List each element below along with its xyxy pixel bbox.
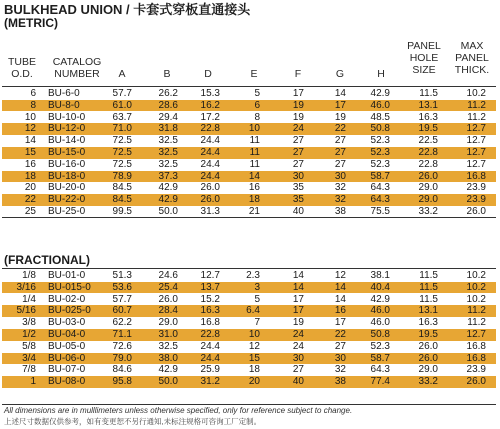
cell-g: 14	[334, 88, 346, 99]
cell-b: 32.5	[158, 135, 178, 147]
cell-e: 11	[249, 158, 260, 170]
cell-b: 42.9	[158, 364, 178, 376]
cell-tube-od: 3/4	[22, 352, 36, 364]
cell-catalog-number: BU-07-0	[48, 364, 86, 376]
cell-b: 26.2	[158, 88, 178, 99]
cell-tube-od: 8	[30, 99, 36, 111]
cell-g: 32	[334, 182, 346, 194]
header-e: E	[250, 68, 258, 80]
cell-d: 26.0	[200, 194, 220, 206]
cell-a: 84.6	[112, 364, 132, 376]
cell-e: 18	[248, 364, 260, 376]
cell-e: 2.3	[246, 270, 260, 281]
cell-h: 40.4	[370, 281, 390, 293]
cell-tube-od: 1/8	[22, 270, 36, 281]
cell-a: 57.7	[112, 293, 132, 305]
cell-max-panel-thick: 11.2	[467, 111, 486, 123]
cell-d: 26.0	[200, 182, 220, 194]
cell-panel-hole-size: 29.0	[418, 194, 438, 206]
table-row	[2, 329, 496, 341]
cell-e: 14	[248, 170, 260, 182]
table-row	[2, 88, 496, 100]
table-row	[2, 294, 496, 306]
table-row	[2, 376, 496, 388]
table-row	[2, 341, 496, 353]
cell-g: 27	[334, 158, 346, 170]
cell-d: 31.3	[200, 206, 220, 217]
cell-f: 30	[292, 170, 304, 182]
cell-b: 28.4	[158, 305, 178, 317]
cell-panel-hole-size: 33.2	[418, 206, 438, 217]
cell-catalog-number: BU-14-0	[48, 135, 86, 147]
cell-d: 12.7	[200, 270, 220, 281]
cell-b: 31.0	[158, 329, 178, 340]
cell-a: 72.5	[112, 158, 132, 170]
header-max-line1: MAX	[460, 40, 484, 52]
cell-a: 72.5	[112, 135, 132, 147]
title-english: BULKHEAD UNION /	[4, 2, 130, 17]
cell-panel-hole-size: 16.3	[418, 111, 438, 123]
cell-panel-hole-size: 22.5	[418, 135, 438, 147]
cell-tube-od: 1/4	[22, 293, 36, 305]
cell-d: 24.4	[200, 352, 220, 364]
metric-section-label: (METRIC)	[4, 16, 58, 30]
header-h: H	[377, 68, 385, 80]
cell-d: 31.2	[200, 376, 220, 388]
cell-catalog-number: BU-8-0	[48, 99, 80, 111]
cell-d: 13.7	[200, 281, 220, 293]
header-panel-line1: PANEL	[407, 40, 441, 52]
cell-h: 52.3	[370, 340, 390, 352]
cell-a: 60.7	[112, 305, 132, 317]
cell-b: 42.9	[158, 194, 178, 206]
cell-h: 77.4	[370, 376, 390, 388]
cell-tube-od: 3/8	[22, 317, 36, 329]
cell-tube-od: 22	[24, 194, 36, 206]
table-row	[2, 353, 496, 365]
cell-h: 48.5	[370, 111, 390, 123]
fractional-top-rule	[2, 268, 496, 269]
cell-max-panel-thick: 26.0	[466, 376, 486, 388]
cell-panel-hole-size: 33.2	[418, 376, 438, 388]
metric-bottom-rule	[2, 217, 496, 218]
cell-max-panel-thick: 11.2	[467, 99, 486, 111]
cell-g: 12	[334, 270, 346, 281]
title-chinese: 卡套式穿板直通接头	[133, 2, 251, 17]
cell-catalog-number: BU-6-0	[48, 88, 80, 99]
cell-panel-hole-size: 29.0	[418, 182, 438, 194]
cell-h: 75.5	[370, 206, 390, 217]
header-f: F	[294, 68, 302, 80]
cell-h: 50.8	[370, 123, 390, 135]
cell-e: 7	[254, 317, 260, 329]
cell-catalog-number: BU-04-0	[48, 329, 86, 340]
cell-g: 27	[334, 135, 346, 147]
cell-h: 42.9	[370, 293, 390, 305]
cell-panel-hole-size: 11.5	[419, 88, 438, 99]
cell-f: 14	[292, 281, 304, 293]
cell-a: 78.9	[112, 170, 132, 182]
cell-e: 5	[254, 88, 260, 99]
cell-a: 95.8	[112, 376, 132, 388]
cell-h: 42.9	[370, 88, 390, 99]
cell-b: 32.5	[158, 147, 178, 158]
cell-catalog-number: BU-20-0	[48, 182, 86, 194]
cell-f: 27	[292, 364, 304, 376]
cell-max-panel-thick: 12.7	[466, 147, 486, 158]
cell-tube-od: 15	[24, 147, 36, 158]
header-panel-line3: SIZE	[412, 64, 436, 76]
cell-max-panel-thick: 12.7	[466, 158, 486, 170]
cell-f: 19	[292, 111, 304, 123]
cell-f: 19	[292, 317, 304, 329]
cell-max-panel-thick: 12.7	[466, 123, 486, 135]
cell-b: 28.6	[158, 99, 178, 111]
cell-max-panel-thick: 16.8	[466, 170, 486, 182]
cell-e: 8	[254, 111, 260, 123]
cell-tube-od: 25	[24, 206, 36, 217]
cell-g: 22	[334, 329, 346, 340]
cell-g: 17	[334, 317, 346, 329]
header-tube-od	[4, 56, 40, 80]
cell-f: 35	[292, 182, 304, 194]
cell-a: 99.5	[112, 206, 132, 217]
cell-h: 64.3	[370, 182, 390, 194]
cell-g: 14	[334, 293, 346, 305]
cell-a: 71.1	[112, 329, 132, 340]
cell-catalog-number: BU-18-0	[48, 170, 86, 182]
cell-max-panel-thick: 10.2	[466, 88, 486, 99]
cell-b: 29.4	[158, 111, 178, 123]
cell-g: 27	[334, 340, 346, 352]
cell-g: 19	[334, 111, 346, 123]
cell-b: 25.4	[158, 281, 178, 293]
cell-f: 27	[292, 135, 304, 147]
cell-d: 24.4	[200, 340, 220, 352]
cell-tube-od: 14	[24, 135, 36, 147]
cell-h: 64.3	[370, 194, 390, 206]
cell-max-panel-thick: 12.7	[466, 135, 486, 147]
cell-max-panel-thick: 10.2	[466, 293, 486, 305]
cell-catalog-number: BU-10-0	[48, 111, 86, 123]
cell-f: 40	[292, 376, 304, 388]
cell-catalog-number: BU-22-0	[48, 194, 86, 206]
table-row	[2, 135, 496, 147]
cell-e: 15	[248, 352, 260, 364]
cell-b: 50.0	[158, 376, 178, 388]
cell-catalog-number: BU-15-0	[48, 147, 86, 158]
table-row	[2, 305, 496, 317]
fractional-bottom-rule	[2, 404, 496, 405]
cell-g: 16	[334, 305, 346, 317]
header-max-line3: THICK.	[454, 64, 490, 76]
cell-b: 29.0	[158, 317, 178, 329]
cell-panel-hole-size: 22.8	[418, 158, 438, 170]
cell-h: 58.7	[370, 170, 390, 182]
cell-e: 10	[248, 329, 260, 340]
header-panel-hole-size	[403, 40, 445, 76]
cell-h: 52.3	[370, 147, 390, 158]
cell-f: 24	[292, 329, 304, 340]
cell-max-panel-thick: 16.8	[466, 352, 486, 364]
cell-a: 84.5	[112, 194, 132, 206]
cell-panel-hole-size: 26.0	[418, 170, 438, 182]
cell-f: 19	[292, 99, 304, 111]
cell-g: 14	[334, 281, 346, 293]
fractional-section-label: (FRACTIONAL)	[4, 253, 90, 267]
table-row	[2, 159, 496, 171]
cell-max-panel-thick: 10.2	[466, 281, 486, 293]
cell-h: 64.3	[370, 364, 390, 376]
cell-h: 46.0	[370, 305, 390, 317]
page-title	[4, 2, 250, 17]
cell-h: 46.0	[370, 99, 390, 111]
footnote-chinese: 上述尺寸数据仅供参考，如有变更恕不另行通知,未标注规格可咨询工厂定制。	[4, 417, 262, 426]
cell-panel-hole-size: 13.1	[418, 305, 438, 317]
cell-g: 27	[334, 147, 346, 158]
cell-a: 72.6	[112, 340, 132, 352]
cell-g: 17	[334, 99, 346, 111]
cell-catalog-number: BU-05-0	[48, 340, 86, 352]
cell-panel-hole-size: 29.0	[418, 364, 438, 376]
table-row	[2, 182, 496, 194]
table-row	[2, 206, 496, 218]
cell-tube-od: 7/8	[22, 364, 36, 376]
cell-tube-od: 3/16	[16, 281, 36, 293]
cell-catalog-number: BU-25-0	[48, 206, 86, 217]
cell-h: 50.8	[370, 329, 390, 340]
header-b: B	[163, 68, 171, 80]
cell-e: 5	[254, 293, 260, 305]
cell-d: 16.2	[200, 99, 220, 111]
cell-e: 6	[254, 99, 260, 111]
cell-d: 24.4	[200, 158, 220, 170]
cell-tube-od: 5/8	[22, 340, 36, 352]
cell-h: 58.7	[370, 352, 390, 364]
cell-f: 27	[292, 158, 304, 170]
cell-g: 30	[334, 352, 346, 364]
cell-a: 63.7	[112, 111, 132, 123]
header-catalog-line2: NUMBER	[54, 68, 100, 80]
cell-max-panel-thick: 11.2	[467, 305, 486, 317]
cell-a: 51.3	[112, 270, 132, 281]
cell-tube-od: 12	[24, 123, 36, 135]
cell-e: 18	[248, 194, 260, 206]
cell-g: 32	[334, 364, 346, 376]
table-row	[2, 123, 496, 135]
cell-a: 84.5	[112, 182, 132, 194]
cell-max-panel-thick: 23.9	[466, 194, 486, 206]
cell-d: 22.8	[200, 329, 220, 340]
cell-a: 71.0	[112, 123, 132, 135]
cell-max-panel-thick: 12.7	[466, 329, 486, 340]
cell-panel-hole-size: 11.5	[419, 270, 438, 281]
cell-panel-hole-size: 16.3	[418, 317, 438, 329]
cell-catalog-number: BU-02-0	[48, 293, 86, 305]
cell-tube-od: 20	[24, 182, 36, 194]
cell-catalog-number: BU-025-0	[48, 305, 91, 317]
cell-f: 17	[292, 293, 304, 305]
cell-e: 11	[249, 147, 260, 158]
table-row	[2, 282, 496, 294]
cell-panel-hole-size: 26.0	[418, 352, 438, 364]
footnote-english: All dimensions are in mulllimeters unless otherwise specified, only for reference subject to change.	[4, 406, 353, 415]
header-a: A	[118, 68, 126, 80]
cell-b: 38.0	[158, 352, 178, 364]
cell-b: 37.3	[158, 170, 178, 182]
cell-panel-hole-size: 19.5	[418, 329, 438, 340]
cell-h: 52.3	[370, 158, 390, 170]
cell-catalog-number: BU-08-0	[48, 376, 86, 388]
cell-d: 15.3	[200, 88, 220, 99]
table-row	[2, 317, 496, 329]
cell-catalog-number: BU-06-0	[48, 352, 86, 364]
table-row	[2, 100, 496, 112]
cell-tube-od: 1	[30, 376, 36, 388]
cell-e: 21	[248, 206, 260, 217]
cell-g: 38	[334, 206, 346, 217]
cell-catalog-number: BU-01-0	[48, 270, 86, 281]
cell-e: 10	[248, 123, 260, 135]
cell-h: 52.3	[370, 135, 390, 147]
header-rule	[2, 86, 496, 87]
header-tube-od-line2: O.D.	[11, 68, 33, 80]
cell-b: 32.5	[158, 158, 178, 170]
cell-f: 40	[292, 206, 304, 217]
cell-e: 20	[248, 376, 260, 388]
cell-tube-od: 6	[30, 88, 36, 99]
header-g: G	[335, 68, 345, 80]
cell-e: 11	[249, 135, 260, 147]
cell-f: 17	[292, 305, 304, 317]
header-max-line2: PANEL	[455, 52, 489, 64]
cell-max-panel-thick: 16.8	[466, 340, 486, 352]
cell-f: 14	[292, 270, 304, 281]
cell-d: 24.4	[200, 147, 220, 158]
cell-d: 25.9	[200, 364, 220, 376]
cell-tube-od: 18	[24, 170, 36, 182]
cell-f: 27	[292, 147, 304, 158]
cell-panel-hole-size: 11.5	[419, 281, 438, 293]
cell-b: 50.0	[158, 206, 178, 217]
cell-d: 24.4	[200, 135, 220, 147]
cell-panel-hole-size: 26.0	[418, 340, 438, 352]
cell-f: 24	[292, 123, 304, 135]
cell-max-panel-thick: 11.2	[467, 317, 486, 329]
table-row	[2, 112, 496, 124]
cell-d: 22.8	[200, 123, 220, 135]
cell-a: 53.6	[112, 281, 132, 293]
table-row	[2, 147, 496, 159]
cell-f: 17	[292, 88, 304, 99]
cell-tube-od: 1/2	[22, 329, 36, 340]
cell-a: 79.0	[112, 352, 132, 364]
cell-a: 62.2	[112, 317, 132, 329]
cell-a: 57.7	[112, 88, 132, 99]
cell-tube-od: 16	[24, 158, 36, 170]
cell-catalog-number: BU-16-0	[48, 158, 86, 170]
cell-catalog-number: BU-12-0	[48, 123, 86, 135]
cell-f: 30	[292, 352, 304, 364]
table-row	[2, 194, 496, 206]
cell-e: 3	[254, 281, 260, 293]
header-tube-od-line1: TUBE	[7, 56, 36, 68]
cell-max-panel-thick: 23.9	[466, 364, 486, 376]
cell-h: 46.0	[370, 317, 390, 329]
header-d: D	[204, 68, 212, 80]
cell-panel-hole-size: 19.5	[418, 123, 438, 135]
cell-max-panel-thick: 26.0	[466, 206, 486, 217]
cell-h: 38.1	[370, 270, 390, 281]
cell-f: 24	[292, 340, 304, 352]
table-header	[0, 40, 500, 84]
cell-catalog-number: BU-03-0	[48, 317, 86, 329]
cell-panel-hole-size: 13.1	[418, 99, 438, 111]
cell-e: 16	[248, 182, 260, 194]
cell-catalog-number: BU-015-0	[48, 281, 91, 293]
cell-f: 35	[292, 194, 304, 206]
cell-b: 31.8	[158, 123, 178, 135]
cell-a: 72.5	[112, 147, 132, 158]
cell-max-panel-thick: 23.9	[466, 182, 486, 194]
table-row	[2, 364, 496, 376]
cell-g: 32	[334, 194, 346, 206]
cell-max-panel-thick: 10.2	[466, 270, 486, 281]
table-row	[2, 171, 496, 183]
cell-d: 17.2	[200, 111, 220, 123]
header-catalog-number	[44, 56, 110, 80]
cell-b: 42.9	[158, 182, 178, 194]
header-catalog-line1: CATALOG	[52, 56, 102, 68]
cell-a: 61.0	[112, 99, 132, 111]
cell-d: 16.8	[200, 317, 220, 329]
cell-e: 6.4	[246, 305, 260, 317]
header-panel-line2: HOLE	[409, 52, 439, 64]
cell-d: 24.4	[200, 170, 220, 182]
cell-e: 12	[248, 340, 260, 352]
cell-tube-od: 5/16	[16, 305, 36, 317]
table-row	[2, 270, 496, 282]
cell-tube-od: 10	[24, 111, 36, 123]
cell-g: 38	[334, 376, 346, 388]
cell-d: 16.3	[200, 305, 220, 317]
cell-d: 15.2	[200, 293, 220, 305]
cell-panel-hole-size: 11.5	[419, 293, 438, 305]
cell-panel-hole-size: 22.8	[418, 147, 438, 158]
cell-b: 24.6	[158, 270, 178, 281]
cell-b: 26.0	[158, 293, 178, 305]
cell-g: 22	[334, 123, 346, 135]
cell-g: 30	[334, 170, 346, 182]
cell-b: 32.5	[158, 340, 178, 352]
header-max-panel-thick	[447, 40, 497, 76]
